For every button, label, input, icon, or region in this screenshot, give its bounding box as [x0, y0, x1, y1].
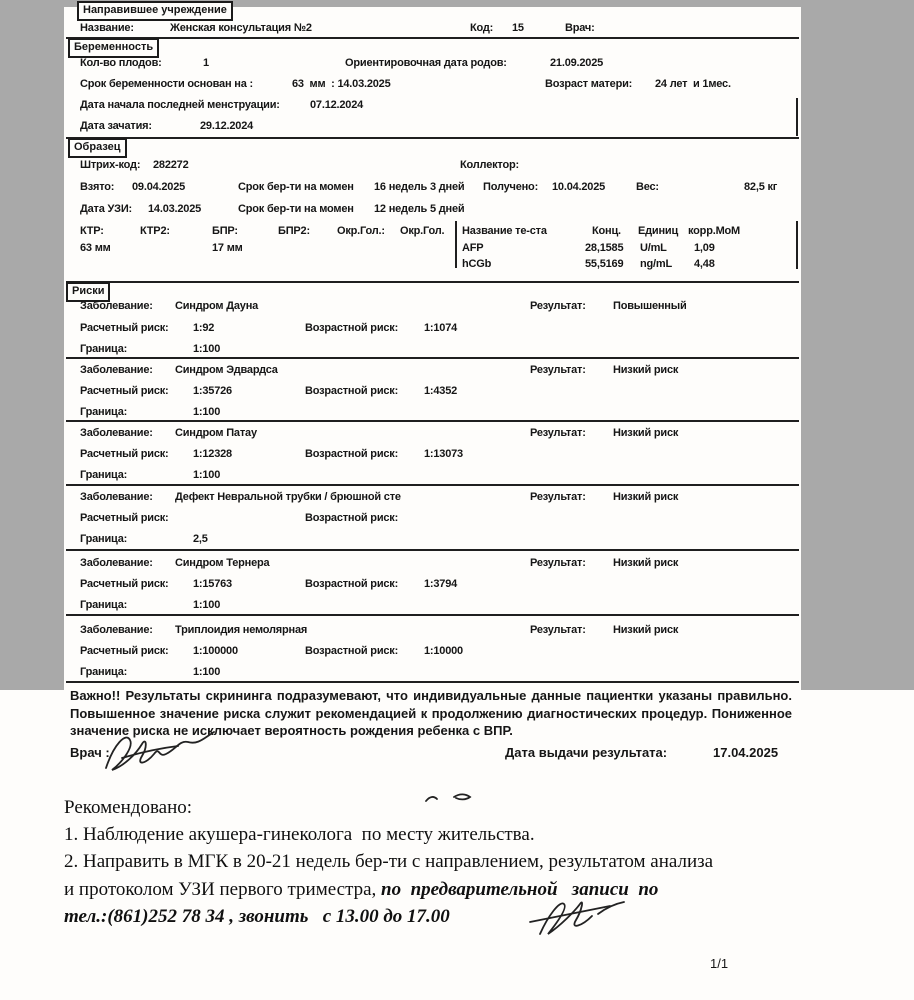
doctor-signature: [92, 724, 242, 780]
scan-edge-artifact: [796, 98, 798, 136]
age-risk-value: 1:13073: [424, 448, 463, 460]
mom-header: корр.МоМ: [688, 225, 741, 237]
calc-risk-label: Расчетный риск:: [80, 448, 169, 460]
taken-value: 09.04.2025: [132, 181, 186, 193]
boundary-value: 1:100: [193, 406, 221, 418]
test-mom: 1,09: [694, 242, 715, 254]
recommendation-emphasis: по предварительной записи по: [381, 879, 659, 900]
recommendation-text: и протоколом УЗИ первого триместра,: [64, 879, 382, 900]
age-risk-value: 1:1074: [424, 322, 458, 334]
term-at-us-value: 12 недель 5 дней: [374, 203, 465, 215]
page-number: 1/1: [710, 956, 729, 971]
recommendations-title: Рекомендовано:: [64, 797, 193, 818]
age-risk-value: 1:4352: [424, 385, 458, 397]
disease-label: Заболевание:: [80, 624, 153, 636]
head-circ2-label: Окр.Гол.: [400, 225, 445, 237]
test-mom: 4,48: [694, 258, 715, 270]
disease-value: Синдром Патау: [175, 427, 257, 439]
bpr-value: 17 мм: [212, 242, 243, 254]
second-signature: [512, 886, 642, 946]
referrer-doctor-label: Врач:: [565, 22, 595, 34]
calc-risk-value: 1:12328: [193, 448, 232, 460]
boundary-value: 1:100: [193, 469, 221, 481]
boundary-value: 1:100: [193, 599, 221, 611]
term-at-taken-label: Срок бер-ти на момен: [238, 181, 354, 193]
ktr-label: КТР:: [80, 225, 104, 237]
disease-value: Триплоидия немолярная: [175, 624, 308, 636]
boundary-label: Граница:: [80, 666, 128, 678]
referrer-name-label: Название:: [80, 22, 134, 34]
section-divider: [66, 281, 799, 283]
lmp-value: 07.12.2024: [310, 99, 364, 111]
ktr-value: 63 мм: [80, 242, 111, 254]
age-risk-label: Возрастной риск:: [305, 512, 399, 524]
disease-value: Синдром Дауна: [175, 300, 259, 312]
conception-label: Дата зачатия:: [80, 120, 152, 132]
calc-risk-value: 1:35726: [193, 385, 232, 397]
boundary-value: 1:100: [193, 666, 221, 678]
issue-date-label: Дата выдачи результата:: [505, 745, 668, 760]
calc-risk-label: Расчетный риск:: [80, 578, 169, 590]
ultrasound-date-value: 14.03.2025: [148, 203, 202, 215]
barcode-value: 282272: [153, 159, 189, 171]
boundary-label: Граница:: [80, 343, 128, 355]
barcode-label: Штрих-код:: [80, 159, 141, 171]
age-risk-value: 1:3794: [424, 578, 458, 590]
fetuses-value: 1: [203, 57, 209, 69]
test-units: ng/mL: [640, 258, 672, 270]
taken-label: Взято:: [80, 181, 115, 193]
issue-date-value: 17.04.2025: [713, 745, 779, 760]
result-label: Результат:: [530, 427, 586, 439]
disease-label: Заболевание:: [80, 491, 153, 503]
test-name: AFP: [462, 242, 484, 254]
referrer-code-label: Код:: [470, 22, 494, 34]
section-divider: [66, 37, 799, 39]
doctor-signature-label: Врач :: [70, 745, 110, 760]
collector-label: Коллектор:: [460, 159, 519, 171]
term-basis-value: 63 мм : 14.03.2025: [292, 78, 391, 90]
referrer-name-value: Женская консультация №2: [170, 22, 312, 34]
result-label: Результат:: [530, 364, 586, 376]
risk-divider: [66, 420, 799, 422]
calc-risk-label: Расчетный риск:: [80, 645, 169, 657]
bpr-label: БПР:: [212, 225, 238, 237]
received-value: 10.04.2025: [552, 181, 606, 193]
calc-risk-label: Расчетный риск:: [80, 512, 169, 524]
section-title-pregnancy: Беременность: [68, 38, 159, 58]
scan-edge-artifact: [796, 221, 798, 269]
scan-margin-right: [801, 0, 914, 690]
age-risk-label: Возрастной риск:: [305, 322, 399, 334]
test-units: U/mL: [640, 242, 667, 254]
boundary-label: Граница:: [80, 406, 128, 418]
section-title-risks: Риски: [66, 282, 110, 302]
test-conc: 55,5169: [585, 258, 624, 270]
test-name-header: Название те-ста: [462, 225, 547, 237]
fetuses-label: Кол-во плодов:: [80, 57, 162, 69]
age-risk-label: Возрастной риск:: [305, 448, 399, 460]
bpr2-label: БПР2:: [278, 225, 310, 237]
result-label: Результат:: [530, 491, 586, 503]
head-circ-label: Окр.Гол.:: [337, 225, 385, 237]
result-value: Низкий риск: [613, 491, 679, 503]
result-label: Результат:: [530, 624, 586, 636]
disease-label: Заболевание:: [80, 300, 153, 312]
test-name: hCGb: [462, 258, 492, 270]
calc-risk-value: 1:92: [193, 322, 215, 334]
referrer-code-value: 15: [512, 22, 524, 34]
result-label: Результат:: [530, 300, 586, 312]
boundary-label: Граница:: [80, 599, 128, 611]
disease-value: Синдром Тернера: [175, 557, 270, 569]
result-value: Низкий риск: [613, 557, 679, 569]
boundary-label: Граница:: [80, 533, 128, 545]
conc-header: Конц.: [592, 225, 621, 237]
weight-label: Вес:: [636, 181, 659, 193]
important-note: Важно!! Результаты скрининга подразумевают, что индивидуальные данные пациентки указаны правильно. Повышенное значение риска служит рекомендацией к продолжению диагностических процедур. Пониженное значение риска не исключает вероятность рождения ребенка с ВПР.: [70, 688, 792, 738]
calc-risk-value: 1:100000: [193, 645, 238, 657]
conception-value: 29.12.2024: [200, 120, 254, 132]
mother-age-value: 24 лет и 1мес.: [655, 78, 731, 90]
scan-margin-left: [0, 0, 64, 690]
lmp-label: Дата начала последней менструации:: [80, 99, 280, 111]
boundary-label: Граница:: [80, 469, 128, 481]
term-basis-label: Срок беременности основан на :: [80, 78, 253, 90]
received-label: Получено:: [483, 181, 539, 193]
weight-value: 82,5 кг: [744, 181, 778, 193]
result-value: Низкий риск: [613, 427, 679, 439]
ultrasound-date-label: Дата УЗИ:: [80, 203, 133, 215]
disease-label: Заболевание:: [80, 364, 153, 376]
section-title-sample: Образец: [68, 138, 127, 158]
section-title-referrer: Направившее учреждение: [77, 1, 233, 21]
units-header: Единиц: [638, 225, 679, 237]
result-label: Результат:: [530, 557, 586, 569]
mother-age-label: Возраст матери:: [545, 78, 633, 90]
boundary-value: 1:100: [193, 343, 221, 355]
term-at-us-label: Срок бер-ти на момен: [238, 203, 354, 215]
recommendation-item: 2. Направить в МГК в 20-21 недель бер-ти с направлением, результатом анализа: [64, 851, 714, 872]
test-conc: 28,1585: [585, 242, 624, 254]
edd-value: 21.09.2025: [550, 57, 604, 69]
pen-smudge: [420, 789, 480, 809]
ktr2-label: КТР2:: [140, 225, 170, 237]
recommendation-phone: тел.:(861)252 78 34 , звонить с 13.00 до 17.00: [64, 906, 450, 927]
result-value: Низкий риск: [613, 624, 679, 636]
calc-risk-label: Расчетный риск:: [80, 385, 169, 397]
tests-divider: [455, 221, 457, 268]
section-divider: [66, 137, 799, 139]
boundary-value: 2,5: [193, 533, 208, 545]
disease-label: Заболевание:: [80, 557, 153, 569]
risk-divider: [66, 357, 799, 359]
age-risk-label: Возрастной риск:: [305, 578, 399, 590]
result-value: Низкий риск: [613, 364, 679, 376]
disease-label: Заболевание:: [80, 427, 153, 439]
age-risk-label: Возрастной риск:: [305, 385, 399, 397]
edd-label: Ориентировочная дата родов:: [345, 57, 507, 69]
risk-divider: [66, 614, 799, 616]
calc-risk-label: Расчетный риск:: [80, 322, 169, 334]
risk-divider: [66, 681, 799, 683]
calc-risk-value: 1:15763: [193, 578, 232, 590]
term-at-taken-value: 16 недель 3 дней: [374, 181, 465, 193]
risk-divider: [66, 484, 799, 486]
age-risk-value: 1:10000: [424, 645, 463, 657]
age-risk-label: Возрастной риск:: [305, 645, 399, 657]
recommendation-item: 1. Наблюдение акушера-гинеколога по месту жительства.: [64, 824, 535, 845]
result-value: Повышенный: [613, 300, 687, 312]
risk-divider: [66, 549, 799, 551]
disease-value: Дефект Невральной трубки / брюшной сте: [175, 491, 401, 503]
disease-value: Синдром Эдвардса: [175, 364, 278, 376]
